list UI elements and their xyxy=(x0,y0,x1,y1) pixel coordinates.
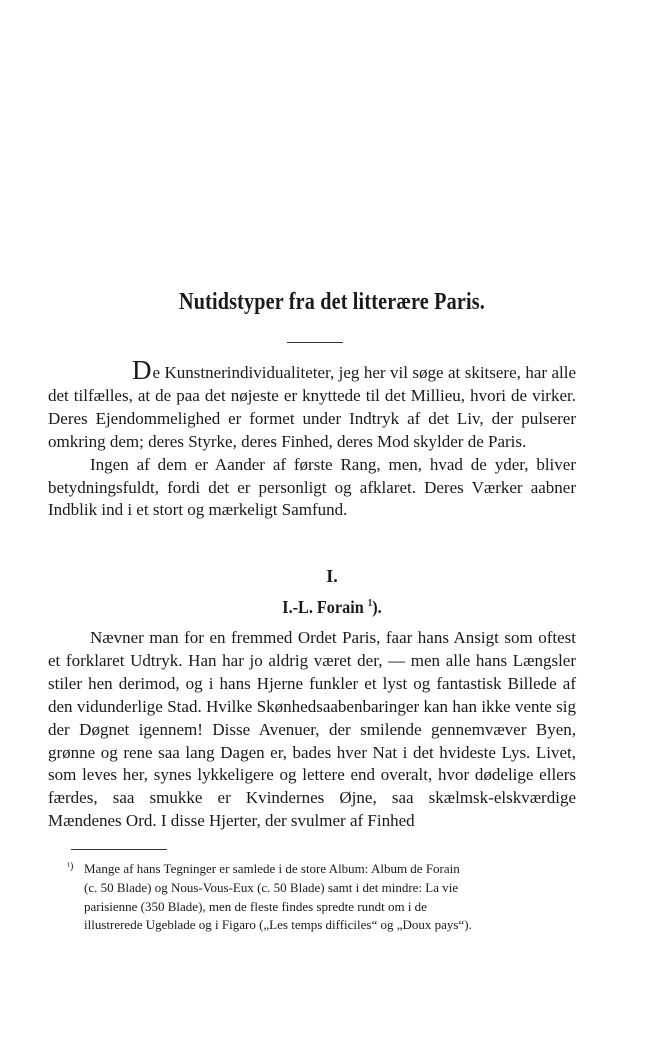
footnote-line: illustrerede Ugeblade og i Figaro („Les temps difficiles“ og „Doux pays“). xyxy=(84,917,472,933)
intro-paragraph-1-text: e Kunstnerindividualiteter, jeg her vil søge at skitsere, har alle det tilfælles, at de paa det nøjeste er knyttede til det Millieu, hvori de virker. Deres Ejendommelighed er formet under Indtryk af det Liv, der pulserer omkring dem; deres Styrke, deres Finhed, deres Mod skylder de Paris. xyxy=(48,363,576,451)
intro-paragraph-1: De Kunstnerindividualiteter, jeg her vil søge at skitsere, har alle det tilfælles, at de paa det nøjeste er knyttede til det Millieu, hvori de virker. Deres Ejendommelighed er formet under Indtryk af det Liv, der pulserer omkring dem; deres Styrke, deres Finhed, deres Mod skylder de Paris. xyxy=(48,355,576,451)
footnote-mark: ¹) xyxy=(67,861,74,872)
footnote-line: parisienne (350 Blade), men de fleste findes spredte rundt om i de xyxy=(84,898,427,914)
footnote-divider xyxy=(71,849,167,850)
footnote-line: Mange af hans Tegninger er samlede i de store Album: Album de Forain xyxy=(84,861,460,876)
intro-paragraph-2: Ingen af dem er Aander af første Rang, men, hvad de yder, bliver betydningsfuldt, fordi det er personligt og afklaret. Deres Værker aabner Indblik ind i et stort og mærkeligt Samfund. xyxy=(48,454,576,520)
title-divider xyxy=(287,342,343,343)
section-title-text: I.-L. Forain xyxy=(282,597,364,617)
section-number: I. xyxy=(326,566,338,586)
main-paragraph: Nævner man for en fremmed Ordet Paris, faar hans Ansigt som oftest et forklaret Udtryk. Han har jo aldrig været der, — men alle hans Længsler stiler hen derimod, og i hans Hjerne funkler et lyst og fantastisk Billede af den vidunderlige Stad. Hvilke Skønhedsaabenbaringer kan han ikke vente sig der Døgnet igennem! Disse Avenuer, der smilende gennemvæver Byen, grønne og rene saa lang Dagen er, bades hver Nat i det hvideste Lys. Livet, som leves her, synes lykkeligere og lettere end overalt, hvor dødelige ellers færdes, saa smukke er Kvindernes Øjne, saa skælmsk-elskværdige Mændenes Ord. I disse Hjerter, der svulmer af Finhed xyxy=(48,628,576,831)
page-title: Nutidstyper fra det litterære Paris. xyxy=(179,289,485,315)
footnote-reference: 1 xyxy=(367,598,373,609)
footnote-line: (c. 50 Blade) og Nous-Vous-Eux (c. 50 Blade) samt i det mindre: La vie xyxy=(84,879,459,895)
intro-text xyxy=(48,355,576,522)
section-title xyxy=(33,597,631,618)
main-text xyxy=(48,627,576,833)
section-title-suffix: ). xyxy=(372,597,382,617)
footnote xyxy=(67,860,570,935)
